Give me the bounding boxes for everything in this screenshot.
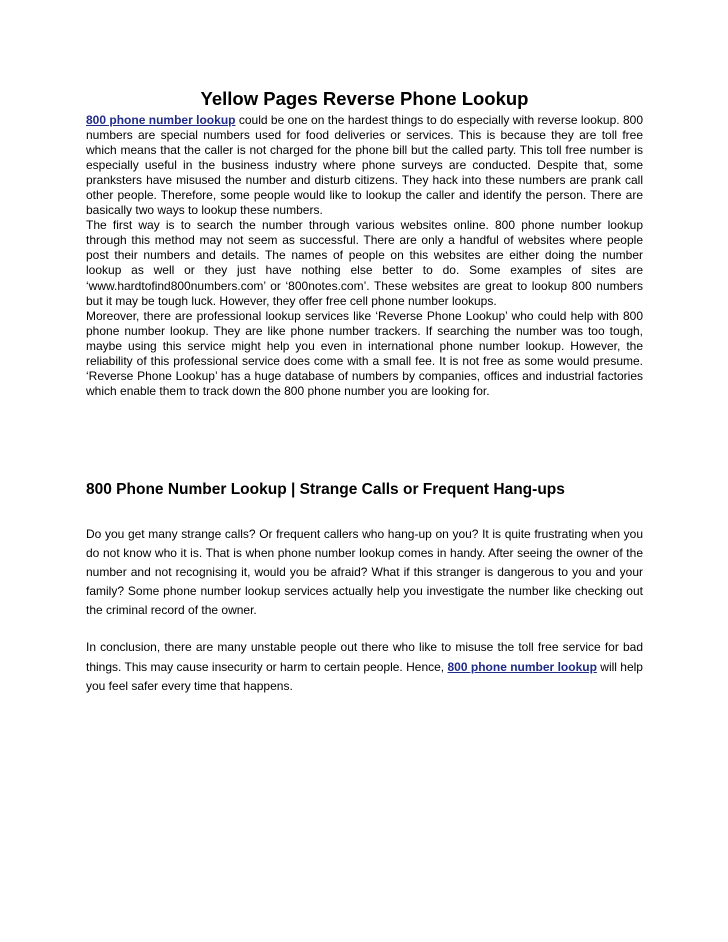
page-title: Yellow Pages Reverse Phone Lookup [200,88,529,109]
section-paragraph-2 [86,638,643,695]
intro-paragraph-2: The first way is to search the number through various websites online. 800 phone number lookup through this method may not seem as successful. There are only a handful of websites where people post their numbers and details. The names of people on this websites are either doing the number lookup as well or they just have nothing else better to do. Some examples of sites are ‘www.hardtofind800numbers.com’ or ‘800notes.com’. These websites are great to lookup 800 numbers but it may be tough luck. However, they offer free cell phone number lookups. [86,218,643,308]
lookup-link[interactable]: 800 phone number lookup [86,113,236,127]
intro-paragraph-1-text: could be one on the hardest things to do especially with reverse lookup. 800 numbers are special numbers used for food deliveries or services. This is because they are toll free which means that the caller is not charged for the phone bill but the called party. This toll free number is especially useful in the business industry where phone surveys are conducted. Despite that, some pranksters have misused the number and disturb citizens. They hack into these numbers are prank call other people. Therefore, some people would like to lookup the caller and identify the person. There are basically two ways to lookup these numbers. [86,113,643,218]
intro-paragraph-3: Moreover, there are professional lookup services like ‘Reverse Phone Lookup’ who could help with 800 phone number lookup. They are like phone number trackers. If searching the number was too tough, maybe using this service might help you even in international phone number lookup. However, the reliability of this professional service does come with a small fee. It is not free as some would presume. ‘Reverse Phone Lookup’ has a huge database of numbers by companies, offices and industrial factories which enable them to track down the 800 phone number you are looking for. [86,308,643,398]
document-page [86,88,643,693]
section-paragraph-1: Do you get many strange calls? Or frequent callers who hang-up on you? It is quite frustrating when you do not know who it is. That is when phone number lookup comes in handy. After seeing the owner of the number and not recognising it, would you be afraid? What if this stranger is dangerous to you and your family? Some phone number lookup services actually help you investigate the number like checking out the criminal record of the owner. [86,527,643,618]
section-body [86,525,643,714]
section-heading: 800 Phone Number Lookup | Strange Calls or Frequent Hang-ups [86,481,565,498]
intro-body [86,113,643,399]
intro-paragraph-1 [86,113,643,218]
section-paragraph-2-text-after: will help you feel safer every time that happens. [86,659,643,693]
conclusion-lookup-link[interactable]: 800 phone number lookup [447,659,597,674]
section-paragraph-2-text-before: In conclusion, there are many unstable people out there who like to misuse the toll free service for bad things. This may cause insecurity or harm to certain people. Hence, [86,640,643,674]
